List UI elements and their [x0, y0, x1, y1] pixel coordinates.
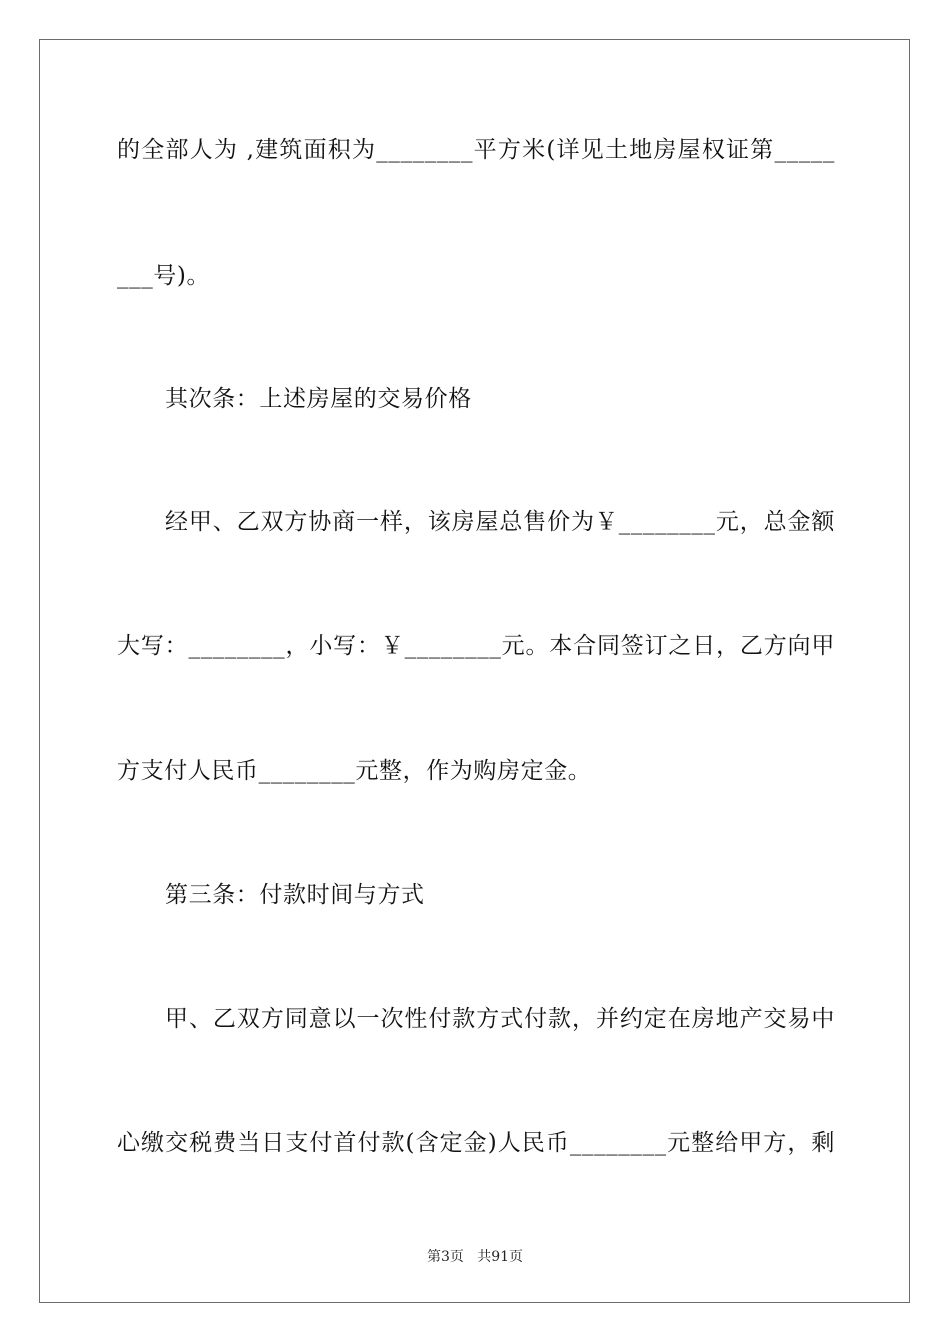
section-heading-price: 其次条：上述房屋的交易价格 — [165, 386, 472, 412]
paragraph-line-6: 方支付人民币________元整，作为购房定金。 — [117, 758, 592, 784]
paragraph-line-9: 心缴交税费当日支付首付款(含定金)人民币________元整给甲方，剩 — [117, 1130, 835, 1156]
paragraph-line-5: 大写：________，小写：￥________元。本合同签订之日，乙方向甲 — [117, 633, 835, 659]
page-border — [39, 39, 910, 1303]
paragraph-line-8: 甲、乙双方同意以一次性付款方式付款，并约定在房地产交易中 — [165, 1006, 835, 1032]
paragraph-line-2: ___号)。 — [117, 263, 211, 289]
paragraph-line-4: 经甲、乙双方协商一样，该房屋总售价为￥________元，总金额 — [165, 509, 835, 535]
section-heading-payment: 第三条：付款时间与方式 — [165, 882, 425, 908]
page-number-footer: 第3页 共91页 — [426, 1249, 524, 1265]
paragraph-line-1: 的全部人为 ,建筑面积为________平方米(详见土地房屋权证第_____ — [117, 137, 835, 163]
